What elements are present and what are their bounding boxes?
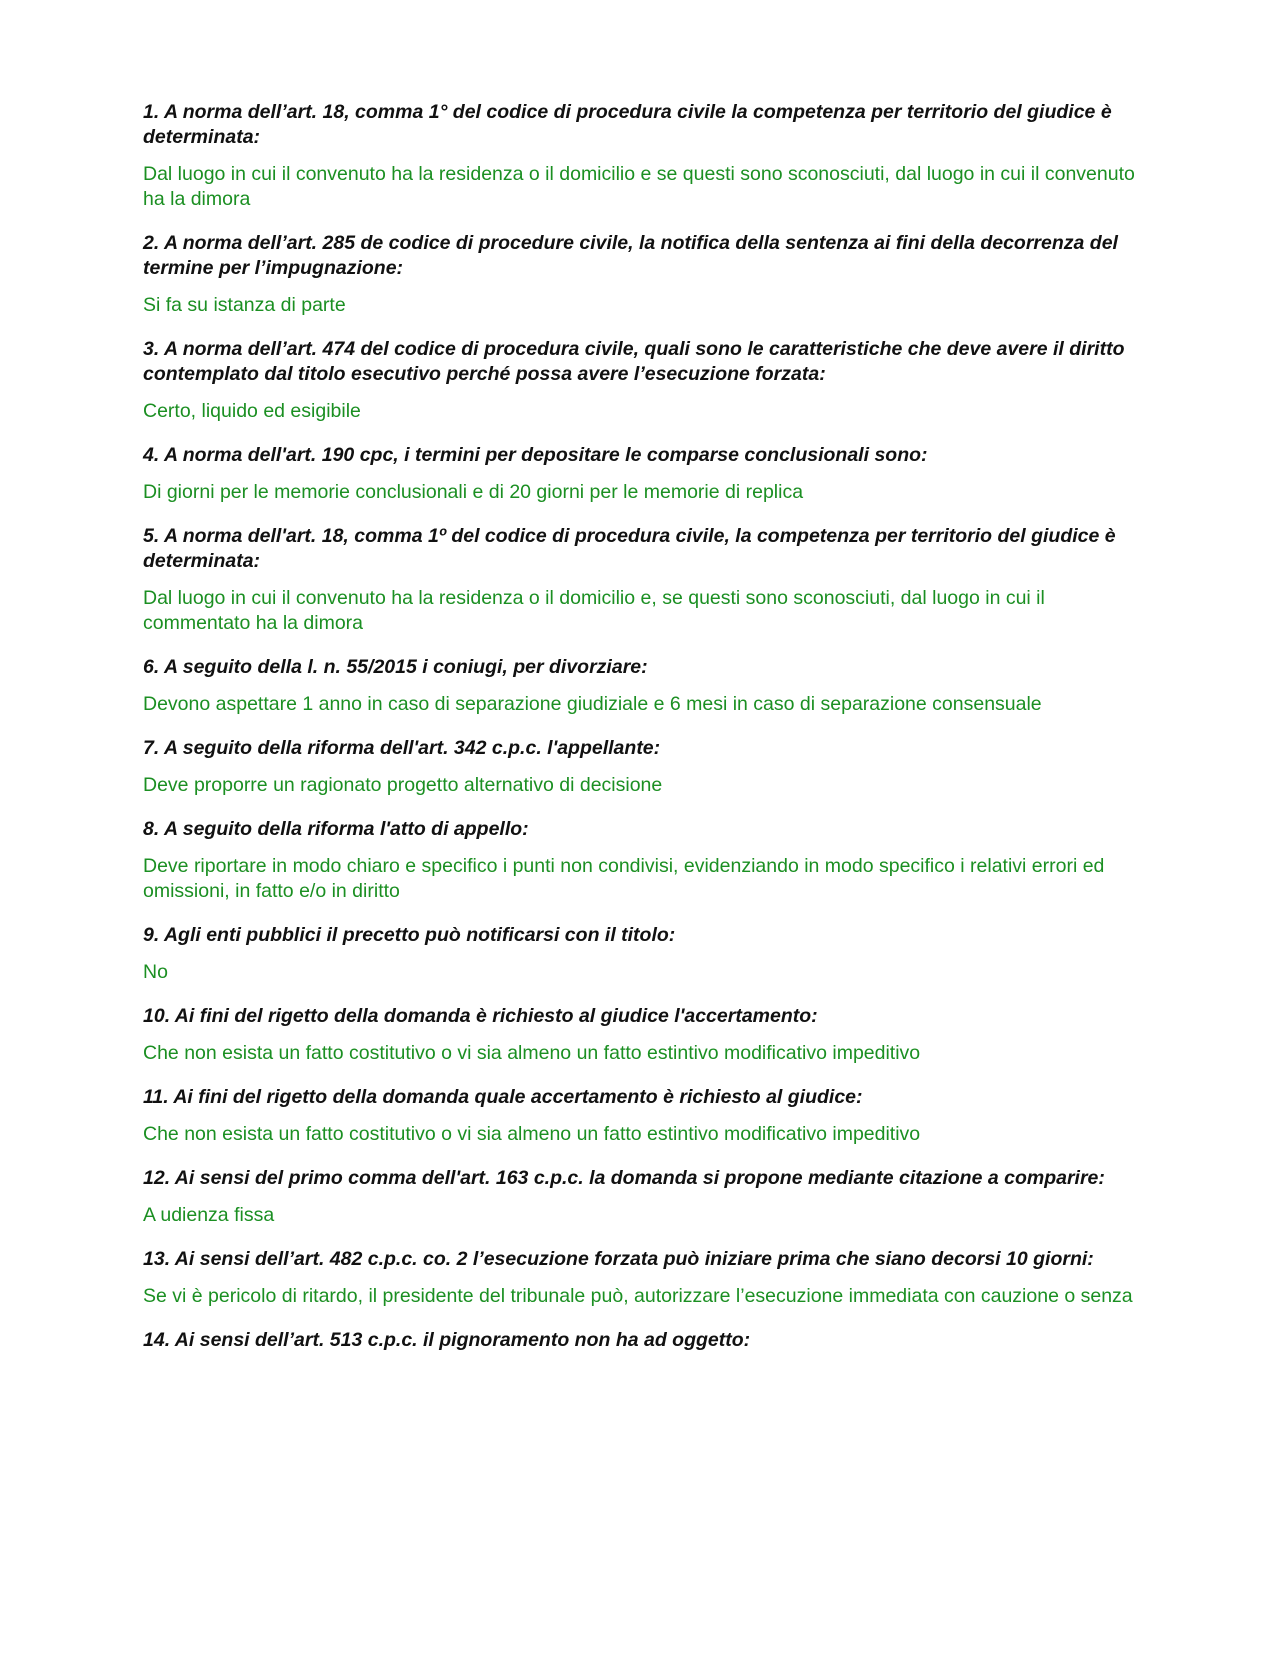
question-2: 2. A norma dell’art. 285 de codice di procedure civile, la notifica della sentenza ai fini della decorrenza del termine per l’impugnazione: <box>143 232 1118 279</box>
qa-item-11 <box>143 1085 1143 1147</box>
question-11: 11. Ai fini del rigetto della domanda quale accertamento è richiesto al giudice: <box>143 1086 863 1108</box>
question-13: 13. Ai sensi dell’art. 482 c.p.c. co. 2 l’esecuzione forzata può iniziare prima che siano decorsi 10 giorni: <box>143 1248 1094 1270</box>
question-4: 4. A norma dell'art. 190 cpc, i termini per depositare le comparse conclusionali sono: <box>143 444 928 466</box>
qa-item-8 <box>143 817 1143 904</box>
answer-6: Devono aspettare 1 anno in caso di separazione giudiziale e 6 mesi in caso di separazione consensuale <box>143 693 1042 715</box>
qa-item-9 <box>143 923 1143 985</box>
question-1: 1. A norma dell’art. 18, comma 1° del codice di procedura civile la competenza per territorio del giudice è determinata: <box>143 101 1112 148</box>
answer-12: A udienza fissa <box>143 1204 275 1226</box>
answer-1: Dal luogo in cui il convenuto ha la residenza o il domicilio e se questi sono sconosciuti, dal luogo in cui il convenuto ha la dimora <box>143 163 1135 210</box>
question-5: 5. A norma dell'art. 18, comma 1º del codice di procedura civile, la competenza per territorio del giudice è determinata: <box>143 525 1116 572</box>
document-page <box>143 100 1143 1353</box>
answer-7: Deve proporre un ragionato progetto alternativo di decisione <box>143 774 663 796</box>
qa-item-14 <box>143 1328 1143 1353</box>
answer-5: Dal luogo in cui il convenuto ha la residenza o il domicilio e, se questi sono sconosciuti, dal luogo in cui il commentato ha la dimora <box>143 587 1045 634</box>
qa-item-1 <box>143 100 1143 212</box>
answer-4: Di giorni per le memorie conclusionali e di 20 giorni per le memorie di replica <box>143 481 804 503</box>
qa-item-12 <box>143 1166 1143 1228</box>
answer-13: Se vi è pericolo di ritardo, il presidente del tribunale può, autorizzare l’esecuzione immediata con cauzione o senza <box>143 1285 1133 1307</box>
qa-item-5 <box>143 524 1143 636</box>
qa-item-7 <box>143 736 1143 798</box>
answer-3: Certo, liquido ed esigibile <box>143 400 361 422</box>
question-8: 8. A seguito della riforma l'atto di appello: <box>143 818 529 840</box>
question-7: 7. A seguito della riforma dell'art. 342 c.p.c. l'appellante: <box>143 737 661 759</box>
answer-9: No <box>143 961 168 983</box>
question-14: 14. Ai sensi dell’art. 513 c.p.c. il pignoramento non ha ad oggetto: <box>143 1329 751 1351</box>
question-6: 6. A seguito della l. n. 55/2015 i coniugi, per divorziare: <box>143 656 648 678</box>
qa-item-10 <box>143 1004 1143 1066</box>
question-9: 9. Agli enti pubblici il precetto può notificarsi con il titolo: <box>143 924 676 946</box>
qa-item-2 <box>143 231 1143 318</box>
answer-8: Deve riportare in modo chiaro e specifico i punti non condivisi, evidenziando in modo specifico i relativi errori ed omissioni, in fatto e/o in diritto <box>143 855 1105 902</box>
qa-item-13 <box>143 1247 1143 1309</box>
qa-item-6 <box>143 655 1143 717</box>
question-12: 12. Ai sensi del primo comma dell'art. 163 c.p.c. la domanda si propone mediante citazione a comparire: <box>143 1167 1105 1189</box>
qa-item-4 <box>143 443 1143 505</box>
answer-10: Che non esista un fatto costitutivo o vi sia almeno un fatto estintivo modificativo impeditivo <box>143 1042 921 1064</box>
qa-item-3 <box>143 337 1143 424</box>
answer-2: Si fa su istanza di parte <box>143 294 346 316</box>
question-10: 10. Ai fini del rigetto della domanda è richiesto al giudice l'accertamento: <box>143 1005 818 1027</box>
question-3: 3. A norma dell’art. 474 del codice di procedura civile, quali sono le caratteristiche che deve avere il diritto contemplato dal titolo esecutivo perché possa avere l’esecuzione forzata: <box>143 338 1125 385</box>
answer-11: Che non esista un fatto costitutivo o vi sia almeno un fatto estintivo modificativo impeditivo <box>143 1123 921 1145</box>
